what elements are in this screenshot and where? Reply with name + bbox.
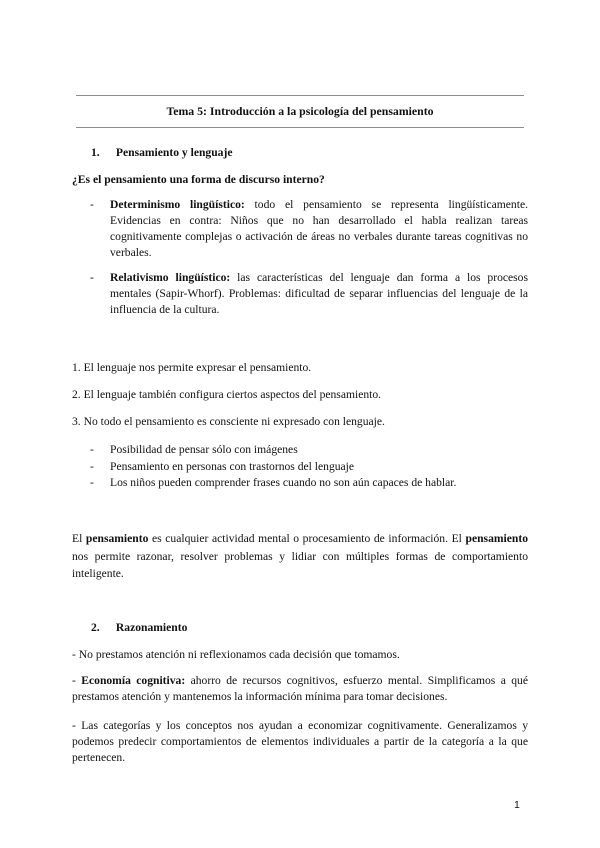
point-3: 3. No todo el pensamiento es consciente ni expresado con lenguaje. xyxy=(72,415,385,428)
section-2-number: 2. xyxy=(91,621,100,634)
razonamiento-paragraph-1: - No prestamos atención ni reflexionamos cada decisión que tomamos. xyxy=(72,648,400,661)
bullet-dash: - xyxy=(90,271,94,284)
definition-text: nos permite razonar, resolver problemas y lidiar con múltiples formas de comportamiento inteligente. xyxy=(72,549,528,580)
paragraph-prefix: - xyxy=(72,674,82,687)
section-1-title: Pensamiento y lenguaje xyxy=(115,146,233,159)
list-item-relativismo xyxy=(90,270,528,318)
definition-text: El xyxy=(72,532,86,545)
page-title: Tema 5: Introducción a la psicología del pensamiento xyxy=(166,104,434,118)
list-item-determinismo xyxy=(90,197,528,261)
title-bottom-rule xyxy=(76,127,524,128)
point-1: 1. El lenguaje nos permite expresar el pensamiento. xyxy=(72,361,312,374)
razonamiento-paragraph-2 xyxy=(72,673,528,705)
sub-item-text: Posibilidad de pensar sólo con imágenes xyxy=(110,443,298,456)
sub-item-text: Los niños pueden comprender frases cuando no son aún capaces de hablar. xyxy=(110,476,457,489)
paragraph-text: ahorro de recursos cognitivos, esfuerzo mental. Simplificamos a qué prestamos atención y mantenemos la información mínima para tomar decisiones. xyxy=(72,674,528,703)
bullet-dash: - xyxy=(90,198,94,211)
sub-item-text: Pensamiento en personas con trastornos del lenguaje xyxy=(110,460,355,473)
sub-item-ninos xyxy=(90,475,528,491)
section-2-heading xyxy=(72,620,528,636)
sub-item-imagenes xyxy=(90,442,528,458)
top-rule xyxy=(76,95,524,96)
term-determinismo: Determinismo lingüístico: xyxy=(110,198,245,211)
section-1-question: ¿Es el pensamiento una forma de discurso interno? xyxy=(72,173,325,186)
definition-term: pensamiento xyxy=(465,532,528,545)
razonamiento-paragraph-3: - Las categorías y los conceptos nos ayudan a economizar cognitivamente. Generalizamos y podemos predecir comportamientos de elementos individuales a partir de la categoría a la que pertenecen. xyxy=(72,719,528,764)
text-determinismo: todo el pensamiento se representa lingüísticamente. Evidencias en contra: Niños que no han desarrollado el habla realizan tareas cognitivamente complejas o activación de áreas no verbales durante tareas cognitivas no verbales. xyxy=(110,198,528,259)
sub-item-trastornos xyxy=(90,459,528,475)
point-2: 2. El lenguaje también configura ciertos aspectos del pensamiento. xyxy=(72,388,382,401)
section-2-title: Razonamiento xyxy=(115,621,188,634)
definition-paragraph xyxy=(72,530,528,583)
bullet-dash: - xyxy=(90,460,94,473)
definition-text: es cualquier actividad mental o procesamiento de información. El xyxy=(148,532,466,545)
section-1-number: 1. xyxy=(91,146,100,159)
bullet-dash: - xyxy=(90,476,94,489)
bullet-dash: - xyxy=(90,443,94,456)
section-1-heading xyxy=(72,145,528,161)
term-economia-cognitiva: Economía cognitiva: xyxy=(81,674,186,687)
text-relativismo: las características del lenguaje dan forma a los procesos mentales (Sapir-Whorf). Problemas: dificultad de separar influencias del lenguaje de la influencia de la cultura. xyxy=(110,271,528,316)
term-relativismo: Relativismo lingüístico: xyxy=(110,271,231,284)
page-number: 1 xyxy=(514,799,520,811)
definition-term: pensamiento xyxy=(85,532,149,545)
